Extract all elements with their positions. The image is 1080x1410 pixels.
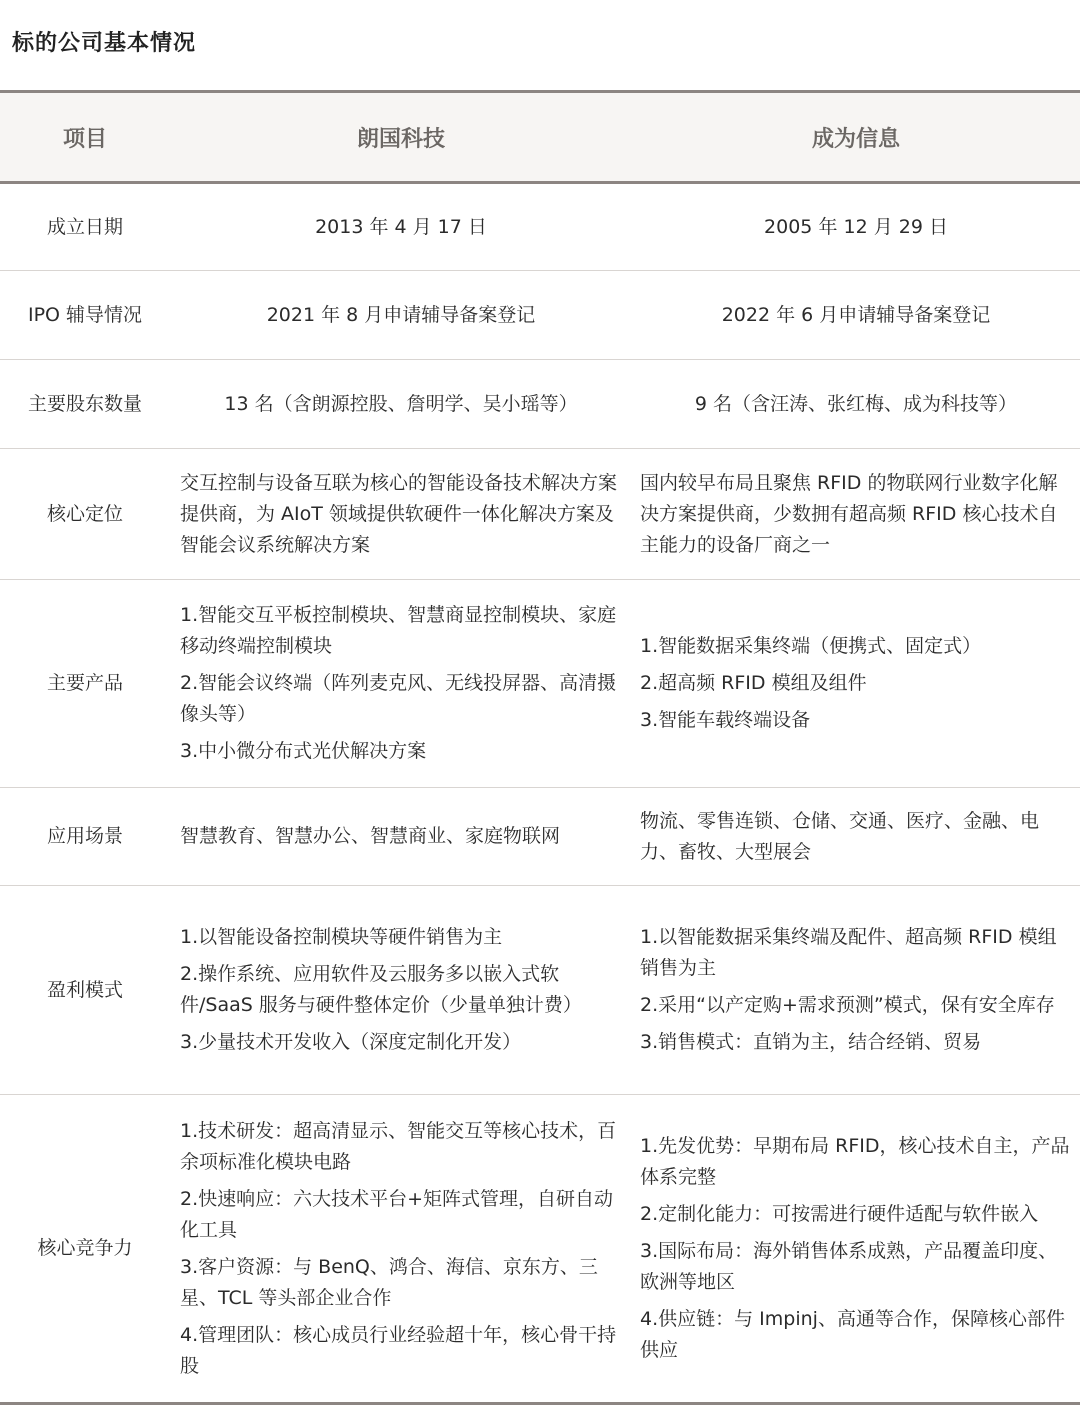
cell-company-b	[640, 580, 1072, 787]
page-title: 标的公司基本情况	[12, 31, 197, 56]
cell-company-a	[180, 580, 622, 787]
row-label: 核心定位	[46, 502, 123, 525]
cell-company-b: 物流、零售连锁、仓储、交通、医疗、金融、电力、畜牧、大型展会	[640, 809, 1040, 863]
list-item: 1.先发优势：早期布局 RFID，核心技术自主，产品体系完整	[640, 1135, 1070, 1188]
cell-company-a: 2013 年 4 月 17 日	[315, 215, 487, 238]
cell-company-b: 9 名（含汪涛、张红梅、成为科技等）	[694, 392, 1018, 415]
table-row	[0, 271, 1080, 360]
table-row	[0, 580, 1080, 788]
row-label: 成立日期	[46, 215, 123, 238]
cell-company-b: 2022 年 6 月申请辅导备案登记	[721, 303, 991, 326]
cell-company-a	[180, 886, 622, 1094]
cell-company-a: 2021 年 8 月申请辅导备案登记	[266, 303, 536, 326]
cell-company-b	[640, 1095, 1072, 1402]
header-item: 项目	[62, 126, 107, 152]
cell-company-a	[180, 1095, 622, 1402]
table-row	[0, 449, 1080, 580]
list-item: 1.以智能数据采集终端及配件、超高频 RFID 模组销售为主	[640, 926, 1057, 979]
list-item: 1.以智能设备控制模块等硬件销售为主	[180, 926, 503, 948]
list-item: 2.快速响应：六大技术平台+矩阵式管理，自研自动化工具	[180, 1187, 614, 1241]
list-item: 2.采用“以产定购+需求预测”模式，保有安全库存	[640, 994, 1055, 1016]
table-row	[0, 184, 1080, 271]
list-item: 1.智能数据采集终端（便携式、固定式）	[640, 635, 982, 657]
table-row	[0, 788, 1080, 886]
table-row	[0, 1095, 1080, 1405]
row-label: 应用场景	[46, 825, 123, 847]
table-row	[0, 360, 1080, 449]
table-row	[0, 886, 1080, 1095]
list-item: 3.客户资源：与 BenQ、鸿合、海信、京东方、三星、TCL 等头部企业合作	[180, 1255, 598, 1309]
list-item: 2.超高频 RFID 模组及组件	[640, 672, 867, 694]
cell-company-a: 交互控制与设备互联为核心的智能设备技术解决方案提供商，为 AIoT 领域提供软硬件一体化解决方案及智能会议系统解决方案	[180, 471, 618, 556]
row-label: 主要产品	[46, 672, 123, 694]
cell-company-b	[640, 886, 1072, 1094]
row-label: IPO 辅导情况	[27, 303, 143, 326]
list-item: 2.智能会议终端（阵列麦克风、无线投屏器、高清摄像头等）	[180, 672, 617, 725]
list-item: 3.国际布局：海外销售体系成熟，产品覆盖印度、欧洲等地区	[640, 1240, 1058, 1293]
list-item: 1.智能交互平板控制模块、智慧商显控制模块、家庭移动终端控制模块	[180, 604, 617, 657]
header-company-b: 成为信息	[811, 126, 900, 152]
list-item: 2.定制化能力：可按需进行硬件适配与软件嵌入	[640, 1203, 1039, 1225]
cell-company-a: 智慧教育、智慧办公、智慧商业、家庭物联网	[180, 825, 561, 847]
list-item: 3.智能车载终端设备	[640, 709, 811, 731]
cell-company-a: 13 名（含朗源控股、詹明学、吴小瑶等）	[224, 392, 578, 415]
list-item: 1.技术研发：超高清显示、智能交互等核心技术，百余项标准化模块电路	[180, 1119, 617, 1173]
cell-company-b: 国内较早布局且聚焦 RFID 的物联网行业数字化解决方案提供商，少数拥有超高频 RFID 核心技术自主能力的设备厂商之一	[640, 471, 1058, 556]
list-item: 4.供应链：与 Impinj、高通等合作，保障核心部件供应	[640, 1308, 1065, 1361]
list-item: 3.少量技术开发收入（深度定制化开发）	[180, 1031, 522, 1053]
cell-company-b: 2005 年 12 月 29 日	[764, 215, 948, 238]
list-item: 3.销售模式：直销为主，结合经销、贸易	[640, 1031, 982, 1053]
list-item: 4.管理团队：核心成员行业经验超十年，核心骨干持股	[180, 1323, 617, 1377]
row-label: 主要股东数量	[27, 392, 142, 415]
list-item: 2.操作系统、应用软件及云服务多以嵌入式软件/SaaS 服务与硬件整体定价（少量单独计费）	[180, 963, 582, 1016]
row-label: 核心竞争力	[37, 1237, 133, 1259]
header-company-a: 朗国科技	[356, 126, 445, 152]
row-label: 盈利模式	[46, 978, 123, 1001]
list-item: 3.中小微分布式光伏解决方案	[180, 740, 427, 762]
